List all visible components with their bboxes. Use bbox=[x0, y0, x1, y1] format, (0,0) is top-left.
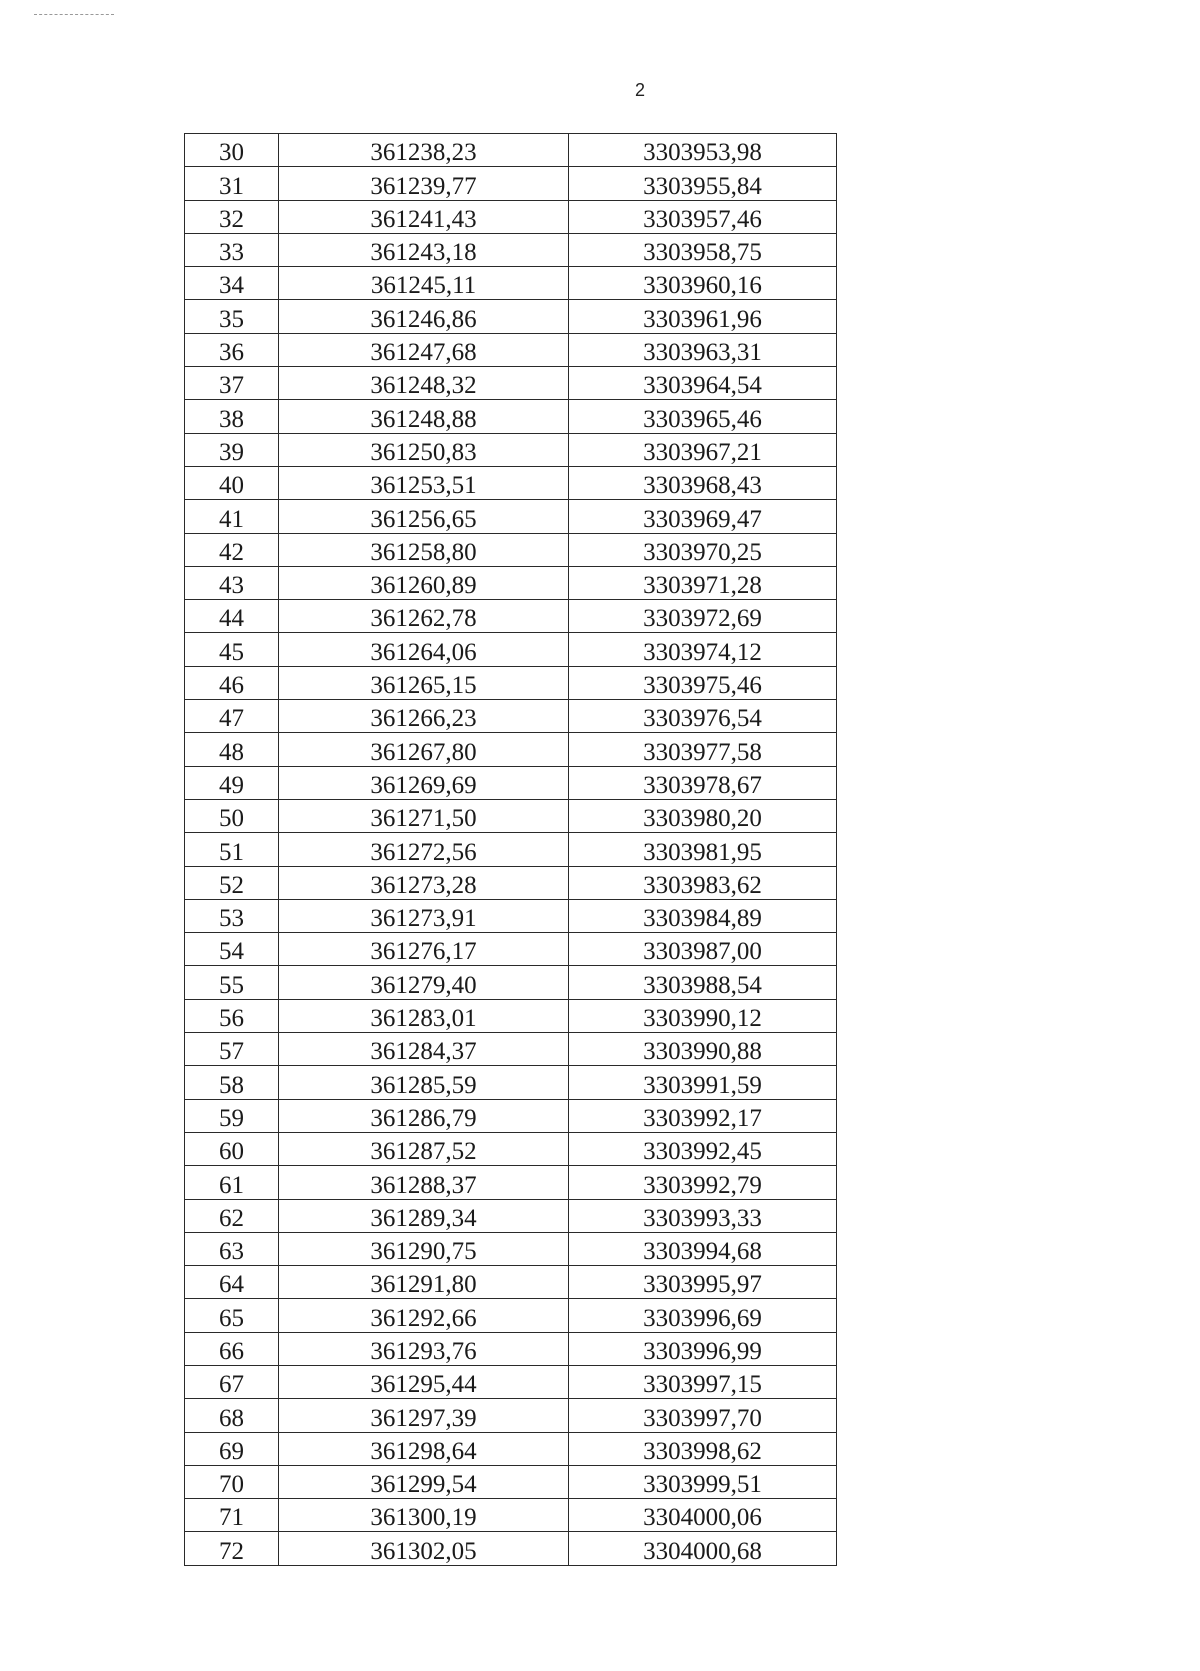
table-row bbox=[185, 1465, 837, 1498]
table-row bbox=[185, 1499, 837, 1532]
point-number-cell: 31 bbox=[185, 167, 279, 200]
point-number-cell: 42 bbox=[185, 533, 279, 566]
table-row bbox=[185, 400, 837, 433]
table-row bbox=[185, 866, 837, 899]
table-row bbox=[185, 134, 837, 167]
table-row bbox=[185, 1066, 837, 1099]
x-coordinate-cell: 361266,23 bbox=[279, 700, 569, 733]
x-coordinate-cell: 361250,83 bbox=[279, 433, 569, 466]
table-row bbox=[185, 1132, 837, 1165]
x-coordinate-cell: 361292,66 bbox=[279, 1299, 569, 1332]
y-coordinate-cell: 3303996,99 bbox=[569, 1332, 837, 1365]
x-coordinate-cell: 361238,23 bbox=[279, 134, 569, 167]
point-number-cell: 40 bbox=[185, 466, 279, 499]
x-coordinate-cell: 361258,80 bbox=[279, 533, 569, 566]
x-coordinate-cell: 361272,56 bbox=[279, 833, 569, 866]
y-coordinate-cell: 3303994,68 bbox=[569, 1232, 837, 1265]
y-coordinate-cell: 3303981,95 bbox=[569, 833, 837, 866]
y-coordinate-cell: 3303983,62 bbox=[569, 866, 837, 899]
point-number-cell: 56 bbox=[185, 999, 279, 1032]
point-number-cell: 63 bbox=[185, 1232, 279, 1265]
x-coordinate-cell: 361241,43 bbox=[279, 200, 569, 233]
point-number-cell: 60 bbox=[185, 1132, 279, 1165]
x-coordinate-cell: 361291,80 bbox=[279, 1266, 569, 1299]
y-coordinate-cell: 3303971,28 bbox=[569, 566, 837, 599]
x-coordinate-cell: 361245,11 bbox=[279, 267, 569, 300]
point-number-cell: 65 bbox=[185, 1299, 279, 1332]
table-row bbox=[185, 666, 837, 699]
x-coordinate-cell: 361302,05 bbox=[279, 1532, 569, 1565]
y-coordinate-cell: 3303990,88 bbox=[569, 1033, 837, 1066]
x-coordinate-cell: 361273,91 bbox=[279, 899, 569, 932]
table-row bbox=[185, 1099, 837, 1132]
point-number-cell: 43 bbox=[185, 566, 279, 599]
x-coordinate-cell: 361246,86 bbox=[279, 300, 569, 333]
point-number-cell: 34 bbox=[185, 267, 279, 300]
table-row bbox=[185, 600, 837, 633]
x-coordinate-cell: 361290,75 bbox=[279, 1232, 569, 1265]
coordinates-table-body bbox=[185, 134, 837, 1566]
point-number-cell: 64 bbox=[185, 1266, 279, 1299]
table-row bbox=[185, 1166, 837, 1199]
table-row bbox=[185, 633, 837, 666]
x-coordinate-cell: 361248,32 bbox=[279, 367, 569, 400]
point-number-cell: 36 bbox=[185, 333, 279, 366]
point-number-cell: 30 bbox=[185, 134, 279, 167]
table-row bbox=[185, 1232, 837, 1265]
y-coordinate-cell: 3303964,54 bbox=[569, 367, 837, 400]
table-row bbox=[185, 966, 837, 999]
y-coordinate-cell: 3303980,20 bbox=[569, 799, 837, 832]
point-number-cell: 54 bbox=[185, 933, 279, 966]
y-coordinate-cell: 3303958,75 bbox=[569, 233, 837, 266]
y-coordinate-cell: 3303957,46 bbox=[569, 200, 837, 233]
x-coordinate-cell: 361267,80 bbox=[279, 733, 569, 766]
table-row bbox=[185, 233, 837, 266]
x-coordinate-cell: 361298,64 bbox=[279, 1432, 569, 1465]
y-coordinate-cell: 3303996,69 bbox=[569, 1299, 837, 1332]
table-row bbox=[185, 1332, 837, 1365]
y-coordinate-cell: 3304000,06 bbox=[569, 1499, 837, 1532]
point-number-cell: 72 bbox=[185, 1532, 279, 1565]
table-row bbox=[185, 566, 837, 599]
x-coordinate-cell: 361284,37 bbox=[279, 1033, 569, 1066]
table-row bbox=[185, 1399, 837, 1432]
table-row bbox=[185, 500, 837, 533]
x-coordinate-cell: 361264,06 bbox=[279, 633, 569, 666]
x-coordinate-cell: 361297,39 bbox=[279, 1399, 569, 1432]
table-row bbox=[185, 799, 837, 832]
point-number-cell: 52 bbox=[185, 866, 279, 899]
y-coordinate-cell: 3304000,68 bbox=[569, 1532, 837, 1565]
x-coordinate-cell: 361256,65 bbox=[279, 500, 569, 533]
point-number-cell: 46 bbox=[185, 666, 279, 699]
x-coordinate-cell: 361295,44 bbox=[279, 1365, 569, 1398]
y-coordinate-cell: 3303977,58 bbox=[569, 733, 837, 766]
point-number-cell: 47 bbox=[185, 700, 279, 733]
y-coordinate-cell: 3303955,84 bbox=[569, 167, 837, 200]
point-number-cell: 71 bbox=[185, 1499, 279, 1532]
y-coordinate-cell: 3303976,54 bbox=[569, 700, 837, 733]
table-row bbox=[185, 766, 837, 799]
point-number-cell: 38 bbox=[185, 400, 279, 433]
y-coordinate-cell: 3303965,46 bbox=[569, 400, 837, 433]
y-coordinate-cell: 3303961,96 bbox=[569, 300, 837, 333]
y-coordinate-cell: 3303998,62 bbox=[569, 1432, 837, 1465]
y-coordinate-cell: 3303970,25 bbox=[569, 533, 837, 566]
y-coordinate-cell: 3303999,51 bbox=[569, 1465, 837, 1498]
y-coordinate-cell: 3303984,89 bbox=[569, 899, 837, 932]
point-number-cell: 59 bbox=[185, 1099, 279, 1132]
point-number-cell: 57 bbox=[185, 1033, 279, 1066]
y-coordinate-cell: 3303975,46 bbox=[569, 666, 837, 699]
point-number-cell: 69 bbox=[185, 1432, 279, 1465]
y-coordinate-cell: 3303968,43 bbox=[569, 466, 837, 499]
y-coordinate-cell: 3303993,33 bbox=[569, 1199, 837, 1232]
table-row bbox=[185, 1266, 837, 1299]
x-coordinate-cell: 361283,01 bbox=[279, 999, 569, 1032]
x-coordinate-cell: 361262,78 bbox=[279, 600, 569, 633]
table-row bbox=[185, 1299, 837, 1332]
table-row bbox=[185, 367, 837, 400]
point-number-cell: 45 bbox=[185, 633, 279, 666]
table-row bbox=[185, 466, 837, 499]
table-row bbox=[185, 167, 837, 200]
point-number-cell: 49 bbox=[185, 766, 279, 799]
point-number-cell: 66 bbox=[185, 1332, 279, 1365]
point-number-cell: 67 bbox=[185, 1365, 279, 1398]
coordinates-table bbox=[184, 133, 837, 1566]
table-row bbox=[185, 999, 837, 1032]
x-coordinate-cell: 361260,89 bbox=[279, 566, 569, 599]
y-coordinate-cell: 3303969,47 bbox=[569, 500, 837, 533]
y-coordinate-cell: 3303963,31 bbox=[569, 333, 837, 366]
table-row bbox=[185, 433, 837, 466]
table-row bbox=[185, 833, 837, 866]
y-coordinate-cell: 3303995,97 bbox=[569, 1266, 837, 1299]
point-number-cell: 48 bbox=[185, 733, 279, 766]
x-coordinate-cell: 361287,52 bbox=[279, 1132, 569, 1165]
table-row bbox=[185, 700, 837, 733]
table-row bbox=[185, 1033, 837, 1066]
table-row bbox=[185, 267, 837, 300]
table-row bbox=[185, 300, 837, 333]
point-number-cell: 61 bbox=[185, 1166, 279, 1199]
point-number-cell: 58 bbox=[185, 1066, 279, 1099]
point-number-cell: 50 bbox=[185, 799, 279, 832]
point-number-cell: 37 bbox=[185, 367, 279, 400]
page-number: 2 bbox=[634, 80, 645, 100]
table-row bbox=[185, 200, 837, 233]
table-row bbox=[185, 333, 837, 366]
x-coordinate-cell: 361276,17 bbox=[279, 933, 569, 966]
x-coordinate-cell: 361269,69 bbox=[279, 766, 569, 799]
y-coordinate-cell: 3303953,98 bbox=[569, 134, 837, 167]
point-number-cell: 62 bbox=[185, 1199, 279, 1232]
x-coordinate-cell: 361273,28 bbox=[279, 866, 569, 899]
y-coordinate-cell: 3303997,70 bbox=[569, 1399, 837, 1432]
y-coordinate-cell: 3303978,67 bbox=[569, 766, 837, 799]
x-coordinate-cell: 361239,77 bbox=[279, 167, 569, 200]
table-row bbox=[185, 733, 837, 766]
x-coordinate-cell: 361289,34 bbox=[279, 1199, 569, 1232]
x-coordinate-cell: 361243,18 bbox=[279, 233, 569, 266]
x-coordinate-cell: 361285,59 bbox=[279, 1066, 569, 1099]
y-coordinate-cell: 3303987,00 bbox=[569, 933, 837, 966]
point-number-cell: 41 bbox=[185, 500, 279, 533]
point-number-cell: 33 bbox=[185, 233, 279, 266]
table-row bbox=[185, 1365, 837, 1398]
x-coordinate-cell: 361286,79 bbox=[279, 1099, 569, 1132]
y-coordinate-cell: 3303972,69 bbox=[569, 600, 837, 633]
x-coordinate-cell: 361248,88 bbox=[279, 400, 569, 433]
table-row bbox=[185, 1532, 837, 1565]
table-row bbox=[185, 533, 837, 566]
point-number-cell: 55 bbox=[185, 966, 279, 999]
x-coordinate-cell: 361247,68 bbox=[279, 333, 569, 366]
x-coordinate-cell: 361300,19 bbox=[279, 1499, 569, 1532]
point-number-cell: 70 bbox=[185, 1465, 279, 1498]
x-coordinate-cell: 361265,15 bbox=[279, 666, 569, 699]
point-number-cell: 39 bbox=[185, 433, 279, 466]
point-number-cell: 35 bbox=[185, 300, 279, 333]
x-coordinate-cell: 361288,37 bbox=[279, 1166, 569, 1199]
point-number-cell: 51 bbox=[185, 833, 279, 866]
point-number-cell: 44 bbox=[185, 600, 279, 633]
point-number-cell: 68 bbox=[185, 1399, 279, 1432]
y-coordinate-cell: 3303997,15 bbox=[569, 1365, 837, 1398]
scan-artifact-mark bbox=[34, 14, 114, 16]
table-row bbox=[185, 899, 837, 932]
y-coordinate-cell: 3303992,79 bbox=[569, 1166, 837, 1199]
x-coordinate-cell: 361293,76 bbox=[279, 1332, 569, 1365]
x-coordinate-cell: 361271,50 bbox=[279, 799, 569, 832]
x-coordinate-cell: 361299,54 bbox=[279, 1465, 569, 1498]
y-coordinate-cell: 3303967,21 bbox=[569, 433, 837, 466]
table-row bbox=[185, 933, 837, 966]
x-coordinate-cell: 361279,40 bbox=[279, 966, 569, 999]
table-row bbox=[185, 1432, 837, 1465]
table-row bbox=[185, 1199, 837, 1232]
point-number-cell: 32 bbox=[185, 200, 279, 233]
point-number-cell: 53 bbox=[185, 899, 279, 932]
y-coordinate-cell: 3303960,16 bbox=[569, 267, 837, 300]
y-coordinate-cell: 3303992,45 bbox=[569, 1132, 837, 1165]
x-coordinate-cell: 361253,51 bbox=[279, 466, 569, 499]
y-coordinate-cell: 3303988,54 bbox=[569, 966, 837, 999]
y-coordinate-cell: 3303974,12 bbox=[569, 633, 837, 666]
y-coordinate-cell: 3303992,17 bbox=[569, 1099, 837, 1132]
y-coordinate-cell: 3303990,12 bbox=[569, 999, 837, 1032]
y-coordinate-cell: 3303991,59 bbox=[569, 1066, 837, 1099]
